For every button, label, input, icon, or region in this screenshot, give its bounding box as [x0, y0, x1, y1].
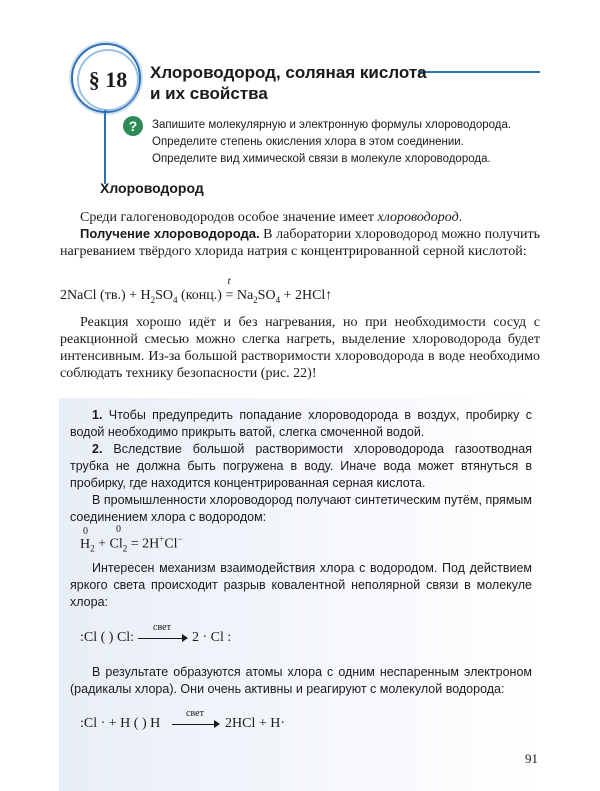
lewis1-left: :Cl ( ) Cl:: [80, 630, 135, 645]
question-3: Определите вид химической связи в молекуле хлороводорода.: [152, 153, 491, 165]
eq2-oxidation-h: 0: [83, 525, 88, 537]
page-number: 91: [525, 751, 538, 766]
badge-vertical-line: [104, 110, 106, 184]
p2-bold: Получение хлороводорода.: [80, 226, 260, 241]
lewis1-right: 2 · Cl :: [192, 630, 232, 645]
p1-end: .: [458, 210, 463, 225]
eq2-part: + Cl: [94, 536, 123, 552]
question-icon: ?: [123, 116, 143, 136]
eq1-sub: 4: [173, 294, 178, 305]
arrow-2-label: свет: [186, 708, 204, 719]
subheading: Хлороводород: [100, 180, 204, 196]
questions-block: [152, 117, 542, 168]
eq2-part: Cl: [164, 536, 178, 552]
lewis2-right: 2HCl + H·: [225, 716, 286, 731]
eq1-sub: 2: [253, 294, 258, 305]
equation-2: [80, 525, 183, 554]
paragraph-3: Реакция хорошо идёт и без нагревания, но при необходимости сосуд с реакционной смесью можно слегка нагреть, выделение хлороводорода будет интенсивным. Из-за большой растворимости хлороводорода в воде необходимо соблюдать технику безопасности (рис. 22)!: [60, 315, 540, 381]
arrow-1-label: свет: [153, 622, 171, 633]
box-item-2-text: Вследствие большой растворимости хлороводорода газоотводная трубка не должна быть погружена в воду. Иначе вода может втянуться в пробирку, где находится концентрированная серная кислота.: [70, 442, 532, 490]
arrow-2-icon: [172, 724, 218, 725]
equation-1: [60, 275, 333, 305]
eq1-part: SO: [155, 288, 174, 303]
paragraph-1: [60, 209, 540, 226]
title-line-2: и их свойства: [150, 84, 268, 103]
title-rule: [418, 71, 540, 73]
question-1: Запишите молекулярную и электронную формулы хлороводорода.: [152, 119, 512, 131]
eq2-part: H: [80, 536, 91, 552]
arrow-1-icon: [138, 638, 186, 639]
p2-text: В лаборатории хлороводород можно получить нагреванием твёрдого хлорида натрия с концентрированной серной кислотой:: [60, 227, 540, 259]
eq1-part: + 2HCl↑: [280, 288, 333, 303]
eq1-heat-mark: t: [227, 275, 231, 287]
box-item-1: [70, 407, 532, 441]
eq1-equals: =: [225, 288, 234, 303]
p1-text: Среди галогеноводородов особое значение имеет: [80, 210, 378, 225]
section-badge: § 18: [77, 49, 139, 111]
box-item-2-number: 2.: [92, 442, 103, 456]
paragraph-2: [60, 225, 540, 260]
eq1-part: (конц.): [177, 288, 226, 303]
eq1-part: Na: [233, 288, 254, 303]
eq1-part: 2NaCl (тв.) + H: [60, 288, 151, 303]
eq2-part: = 2H: [127, 536, 160, 552]
box-paragraph-mechanism: Интересен механизм взаимодействия хлора с водородом. Под действием яркого света происходит разрыв ковалентной неполярной связи в молекуле хлора:: [70, 561, 532, 609]
eq2-oxidation-cl: 0: [116, 524, 121, 535]
lewis-reaction-1: [80, 630, 134, 646]
box-item-1-number: 1.: [92, 408, 103, 422]
eq1-sub: 2: [150, 294, 156, 305]
eq1-part: SO: [257, 288, 276, 303]
eq2-sup: −: [177, 534, 183, 544]
section-title: [150, 62, 427, 104]
eq2-sub: 2: [122, 543, 128, 554]
box-item-1-text: Чтобы предупредить попадание хлороводорода в воздух, пробирку с водой необходимо прикрыть ватой, слегка смоченной водой.: [70, 408, 532, 439]
box-item-2: [70, 441, 532, 492]
arrow-1-head-icon: [182, 634, 188, 642]
p1-emphasis: хлороводород: [377, 210, 459, 225]
box-paragraph-industry: В промышленности хлороводород получают синтетическим путём, прямым соединением хлора с водородом:: [70, 493, 532, 524]
question-2: Определите степень окисления хлора в этом соединении.: [152, 136, 464, 148]
lewis2-left: :Cl · + H ( ) H: [80, 716, 161, 731]
box-paragraph-radicals: В результате образуются атомы хлора с одним неспаренным электроном (радикалы хлора). Они очень активны и реагируют с молекулой водорода:: [70, 665, 532, 696]
title-line-1: Хлороводород, соляная кислота: [150, 63, 427, 82]
arrow-2-head-icon: [214, 720, 220, 728]
eq2-sup: +: [159, 534, 165, 544]
eq2-sub: 2: [90, 543, 95, 554]
eq1-sub: 4: [275, 294, 281, 305]
